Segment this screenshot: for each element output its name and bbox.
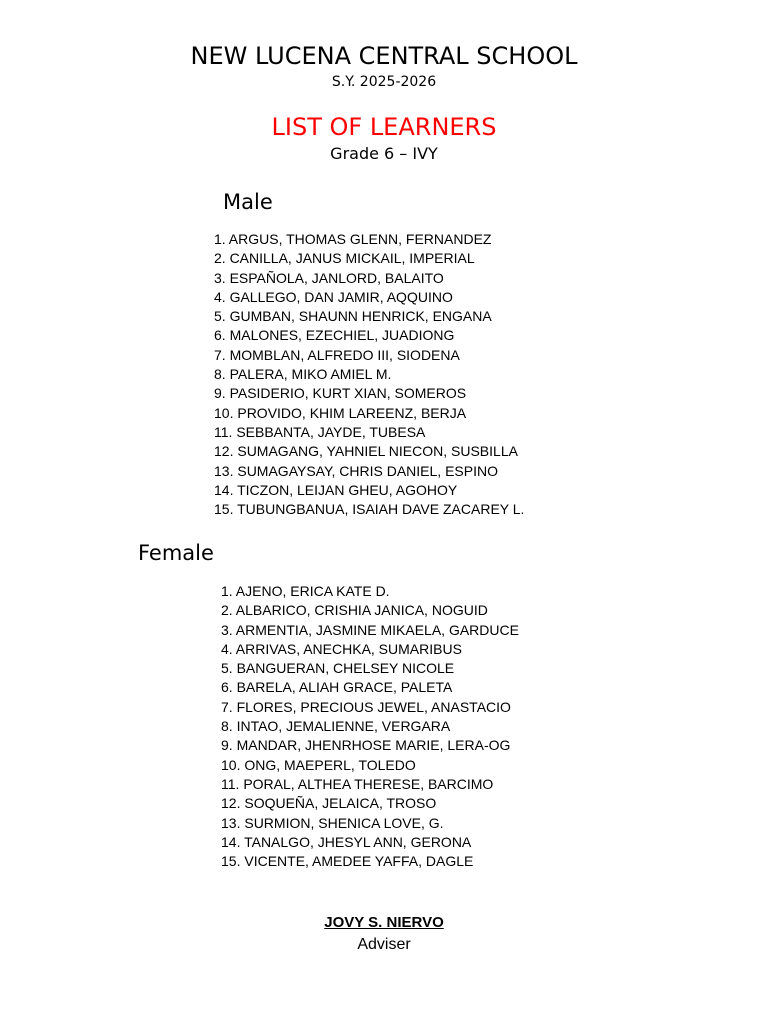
grade-section: Grade 6 – IVY — [330, 144, 438, 163]
list-item: 7. FLORES, PRECIOUS JEWEL, ANASTACIO — [221, 698, 511, 715]
list-item: 8. INTAO, JEMALIENNE, VERGARA — [221, 718, 451, 735]
female-heading: Female — [138, 541, 214, 565]
list-item: 2. CANILLA, JANUS MICKAIL, IMPERIAL — [214, 250, 475, 267]
female-learner-list — [221, 582, 519, 871]
list-item: 11. PORAL, ALTHEA THERESE, BARCIMO — [221, 775, 494, 792]
list-item: 12. SUMAGANG, YAHNIEL NIECON, SUSBILLA — [214, 443, 518, 460]
list-item: 12. SOQUEÑA, JELAICA, TROSO — [221, 795, 437, 812]
list-item: 5. BANGUERAN, CHELSEY NICOLE — [221, 660, 455, 677]
list-item: 1. AJENO, ERICA KATE D. — [221, 583, 390, 599]
list-item: 3. ARMENTIA, JASMINE MIKAELA, GARDUCE — [221, 621, 519, 638]
male-heading: Male — [223, 190, 273, 214]
list-item: 5. GUMBAN, SHAUNN HENRICK, ENGANA — [214, 308, 492, 325]
list-item: 10. ONG, MAEPERL, TOLEDO — [221, 756, 416, 773]
list-item: 13. SURMION, SHENICA LOVE, G. — [221, 814, 444, 831]
male-learner-list — [214, 230, 524, 519]
school-year: S.Y. 2025-2026 — [331, 74, 437, 90]
list-item: 6. BARELA, ALIAH GRACE, PALETA — [221, 679, 453, 696]
list-item: 14. TANALGO, JHESYL ANN, GERONA — [221, 833, 472, 850]
adviser-name: JOVY S. NIERVO — [324, 914, 444, 931]
list-item: 1. ARGUS, THOMAS GLENN, FERNANDEZ — [214, 231, 492, 247]
school-name: NEW LUCENA CENTRAL SCHOOL — [190, 42, 578, 70]
list-title: LIST OF LEARNERS — [271, 113, 497, 141]
list-item: 14. TICZON, LEIJAN GHEU, AGOHOY — [214, 481, 458, 498]
adviser-role: Adviser — [357, 936, 411, 953]
list-item: 13. SUMAGAYSAY, CHRIS DANIEL, ESPINO — [214, 462, 498, 479]
list-item: 11. SEBBANTA, JAYDE, TUBESA — [214, 423, 426, 440]
list-item: 15. TUBUNGBANUA, ISAIAH DAVE ZACAREY L. — [214, 501, 525, 518]
list-item: 3. ESPAÑOLA, JANLORD, BALAITO — [214, 269, 444, 286]
list-item: 8. PALERA, MIKO AMIEL M. — [214, 366, 392, 383]
list-item: 2. ALBARICO, CRISHIA JANICA, NOGUID — [221, 602, 488, 619]
list-item: 10. PROVIDO, KHIM LAREENZ, BERJA — [214, 404, 467, 421]
list-item: 4. GALLEGO, DAN JAMIR, AQQUINO — [214, 288, 453, 305]
list-item: 9. MANDAR, JHENRHOSE MARIE, LERA-OG — [221, 737, 511, 754]
list-item: 4. ARRIVAS, ANECHKA, SUMARIBUS — [221, 640, 462, 657]
list-item: 15. VICENTE, AMEDEE YAFFA, DAGLE — [221, 853, 474, 870]
list-item: 9. PASIDERIO, KURT XIAN, SOMEROS — [214, 385, 467, 402]
list-item: 7. MOMBLAN, ALFREDO III, SIODENA — [214, 346, 460, 363]
list-item: 6. MALONES, EZECHIEL, JUADIONG — [214, 327, 455, 344]
